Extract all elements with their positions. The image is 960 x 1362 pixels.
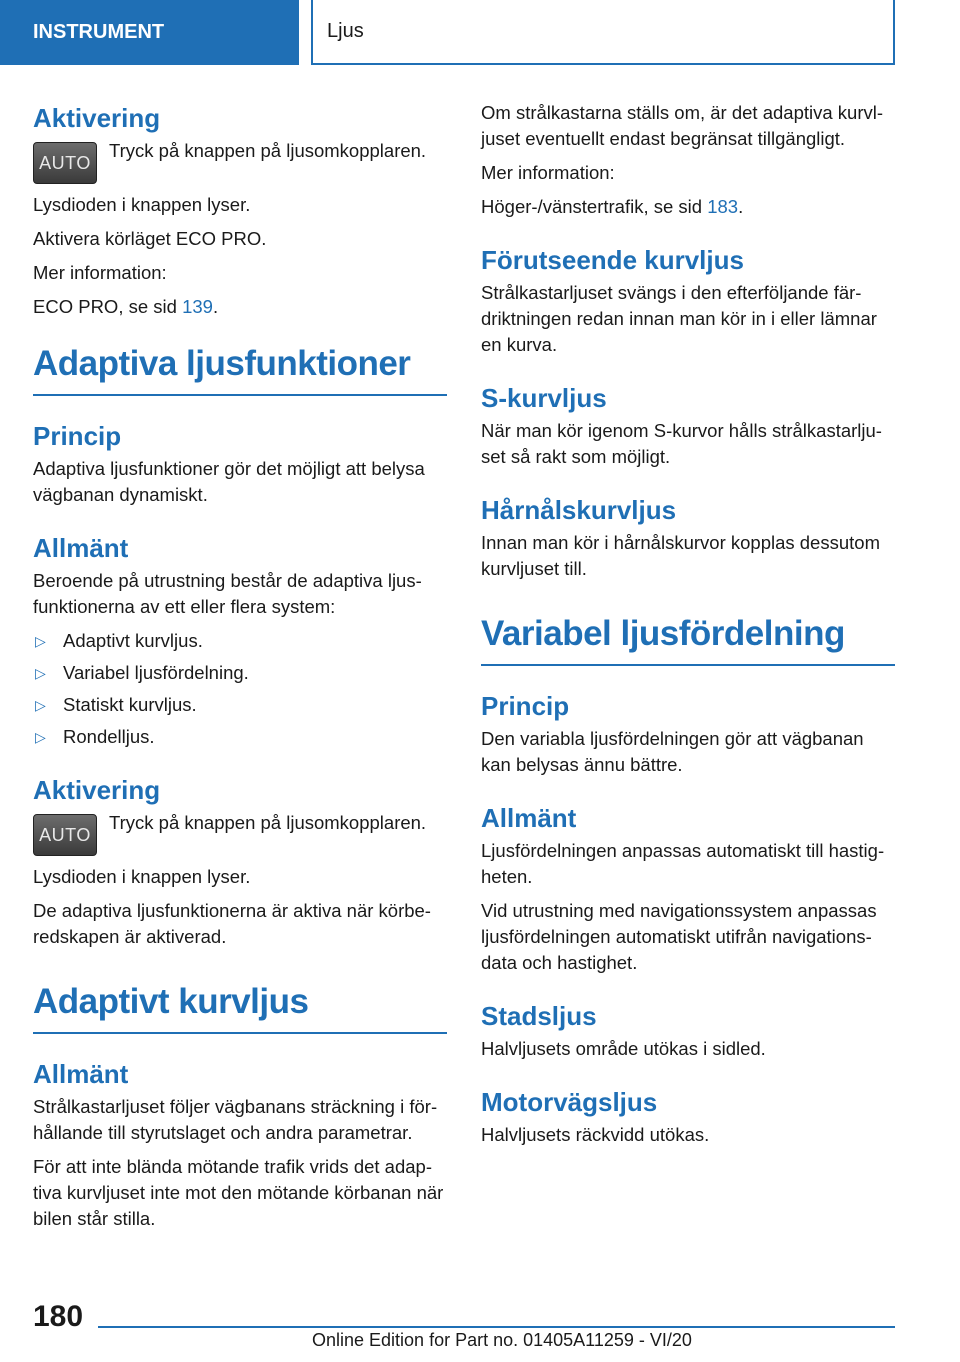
motorvagsljus-heading: Motorvägsljus [481, 1087, 658, 1117]
page-link[interactable]: 139 [182, 296, 213, 317]
aktivering-heading: Aktivering [33, 103, 161, 133]
topic-title: Ljus [327, 20, 364, 42]
intro-section [481, 100, 895, 220]
page-reference [481, 194, 895, 220]
paragraph: Strålkastarljuset svängs i den efterföljande fär-driktningen redan innan man kör in i eller lämnar en kurva. [481, 282, 877, 355]
allmant-section [33, 530, 447, 750]
triangle-bullet-icon: ▷ [35, 665, 46, 681]
s-kurvljus-heading: S-kurvljus [481, 383, 607, 413]
paragraph: Lysdioden i knappen lyser. [33, 866, 251, 887]
forutseende-heading: Förutseende kurvljus [481, 245, 744, 275]
paragraph: Halvljusets område utökas i sidled. [481, 1038, 766, 1059]
paragraph: Innan man kör i hårnålskurvor kopplas dessutom kurvljuset till. [481, 532, 880, 579]
auto-button-icon: AUTO [33, 814, 97, 856]
chapter-title: Adaptiva ljusfunktioner [33, 342, 447, 396]
allmant-section [481, 800, 895, 976]
section-title: INSTRUMENT [33, 21, 165, 43]
edition-footer: Online Edition for Part no. 01405A11259 - VI/20 [312, 1330, 692, 1350]
paragraph: Mer information: [33, 262, 167, 283]
page-reference [33, 294, 447, 320]
stadsljus-heading: Stadsljus [481, 1001, 597, 1031]
list-item [33, 724, 447, 750]
princip-heading: Princip [481, 691, 570, 721]
kurvljus-chapter [33, 980, 447, 1232]
list-item [33, 660, 447, 686]
right-column [481, 100, 895, 1156]
chapter-title: Adaptivt kurvljus [33, 980, 447, 1034]
paragraph: Om strålkastarna ställs om, är det adaptiva kurvl-juset eventuellt endast begränsat tillgängligt. [481, 102, 884, 149]
auto-instruction [33, 810, 447, 856]
reference-end: . [212, 296, 219, 317]
paragraph: Beroende på utrustning består de adaptiva ljus-funktionerna av ett eller flera system: [33, 570, 422, 617]
paragraph: För att inte blända mötande trafik vrids det adap-tiva kurvljuset inte mot den mötande körbanan när bilen står stilla. [33, 1156, 444, 1229]
allmant-heading: Allmänt [33, 1059, 129, 1089]
harnal-heading: Hårnålskurvljus [481, 495, 677, 525]
section-tab [0, 0, 299, 65]
paragraph: Halvljusets räckvidd utökas. [481, 1124, 710, 1145]
auto-button-icon: AUTO [33, 142, 97, 184]
paragraph: Aktivera körläget ECO PRO. [33, 228, 267, 249]
auto-instruction [33, 138, 447, 184]
system-list [33, 628, 447, 750]
press-instruction: Tryck på knappen på ljusomkopplaren. [109, 140, 427, 161]
press-instruction: Tryck på knappen på ljusomkopplaren. [109, 812, 427, 833]
triangle-bullet-icon: ▷ [35, 697, 46, 713]
princip-section [481, 688, 895, 778]
harnal-section [481, 492, 895, 582]
variabel-chapter [481, 612, 895, 1148]
footer-divider [98, 1326, 895, 1328]
list-item-text: Rondelljus. [63, 726, 155, 747]
allmant-heading: Allmänt [33, 533, 129, 563]
allmant-heading: Allmänt [481, 803, 577, 833]
aktivering-heading: Aktivering [33, 775, 161, 805]
motorvagsljus-section [481, 1084, 895, 1148]
adaptiva-chapter [33, 342, 447, 950]
triangle-bullet-icon: ▷ [35, 729, 46, 745]
reference-text: ECO PRO, se sid [33, 296, 183, 317]
princip-section [33, 418, 447, 508]
list-item-text: Variabel ljusfördelning. [63, 662, 249, 683]
list-item-text: Statiskt kurvljus. [63, 694, 197, 715]
paragraph: Den variabla ljusfördelningen gör att vägbanan kan belysas ännu bättre. [481, 728, 864, 775]
s-kurvljus-section [481, 380, 895, 470]
stadsljus-section [481, 998, 895, 1062]
paragraph: Adaptiva ljusfunktioner gör det möjligt att belysa vägbanan dynamiskt. [33, 458, 425, 505]
left-column [33, 100, 447, 1240]
list-item-text: Adaptivt kurvljus. [63, 630, 203, 651]
paragraph: När man kör igenom S-kurvor hålls strålkastarlju-set så rakt som möjligt. [481, 420, 882, 467]
triangle-bullet-icon: ▷ [35, 633, 46, 649]
aktivering-section [33, 772, 447, 950]
paragraph: Strålkastarljuset följer vägbanans sträckning i för-hållande till styrutslaget och andra parametrar. [33, 1096, 438, 1143]
list-item [33, 692, 447, 718]
forutseende-section [481, 242, 895, 358]
page-link[interactable]: 183 [707, 196, 739, 217]
reference-end: . [738, 196, 744, 217]
reference-text: Höger-/vänstertrafik, se sid [481, 196, 708, 217]
paragraph: Lysdioden i knappen lyser. [33, 194, 251, 215]
paragraph: Vid utrustning med navigationssystem anpassas ljusfördelningen automatiskt utifrån navigations-data och hastighet. [481, 900, 877, 973]
paragraph: Ljusfördelningen anpassas automatiskt till hastig-heten. [481, 840, 885, 887]
topic-box [311, 0, 895, 65]
paragraph: De adaptiva ljusfunktionerna är aktiva när körbe-redskapen är aktiverad. [33, 900, 431, 947]
chapter-title: Variabel ljusfördelning [481, 612, 895, 666]
princip-heading: Princip [33, 421, 122, 451]
list-item [33, 628, 447, 654]
page-number: 180 [33, 1300, 84, 1333]
aktivering-section [33, 100, 447, 320]
paragraph: Mer information: [481, 162, 615, 183]
